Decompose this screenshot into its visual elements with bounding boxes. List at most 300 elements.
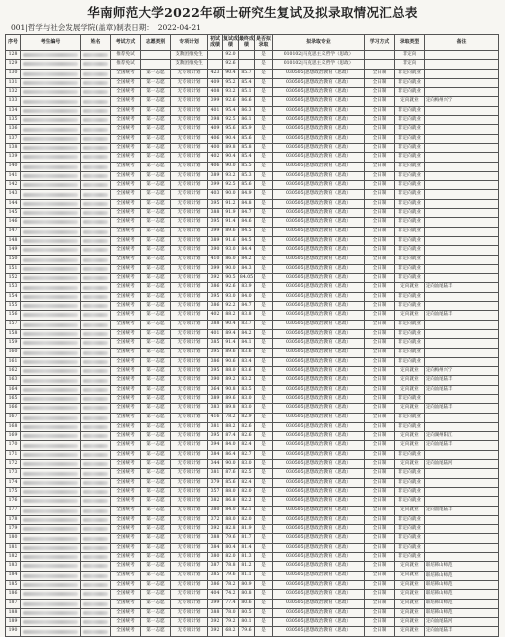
candidate-name-cell xyxy=(81,190,111,199)
redacted-blur xyxy=(83,183,108,187)
redacted-blur xyxy=(23,602,78,606)
exam-mode-cell: 全国统考 xyxy=(111,134,141,143)
admission-type-cell: 定向就业 xyxy=(395,432,425,441)
redacted-blur xyxy=(83,360,108,364)
row-number-cell: 179 xyxy=(6,525,21,534)
admitted-flag-cell: 是 xyxy=(255,116,273,125)
remark-cell: 联培韩山师范 xyxy=(425,580,499,589)
retest-score-cell: 89.8 xyxy=(223,404,239,413)
exam-mode-cell: 全国统考 xyxy=(111,88,141,97)
candidate-name-cell xyxy=(81,143,111,152)
retest-score-cell: 78.8 xyxy=(223,562,239,571)
exam-id-cell xyxy=(21,143,81,152)
table-row xyxy=(6,283,499,292)
final-score-cell: 81.3 xyxy=(239,553,255,562)
redacted-blur xyxy=(23,174,78,178)
special-plan-cell: 无专项计划 xyxy=(171,608,208,617)
table-row xyxy=(6,460,499,469)
exam-mode-cell: 全国统考 xyxy=(111,469,141,478)
row-number-cell: 147 xyxy=(6,227,21,236)
admitted-flag-cell: 是 xyxy=(255,385,273,394)
table-row xyxy=(6,125,499,134)
exam-id-cell xyxy=(21,478,81,487)
initial-score-cell: 388 xyxy=(208,209,223,218)
exam-mode-cell: 全国统考 xyxy=(111,357,141,366)
row-number-cell: 135 xyxy=(6,116,21,125)
admitted-major-cell: 030505|思想政治教育（思政） xyxy=(273,171,365,180)
exam-mode-cell: 全国统考 xyxy=(111,571,141,580)
remark-cell xyxy=(425,69,499,78)
redacted-blur xyxy=(83,592,108,596)
admitted-major-cell: 030505|思想政治教育（思政） xyxy=(273,283,365,292)
study-mode-cell: 全日制 xyxy=(365,78,395,87)
exam-id-cell xyxy=(21,283,81,292)
final-score-cell: 82.0 xyxy=(239,515,255,524)
study-mode-cell: 全日制 xyxy=(365,274,395,283)
admission-type-cell: 非定向就业 xyxy=(395,515,425,524)
candidate-name-cell xyxy=(81,580,111,589)
row-number-cell: 187 xyxy=(6,599,21,608)
candidate-name-cell xyxy=(81,571,111,580)
redacted-blur xyxy=(83,509,108,513)
study-mode-cell: 全日制 xyxy=(365,506,395,515)
remark-cell xyxy=(425,116,499,125)
remark-cell xyxy=(425,125,499,134)
special-plan-cell: 无专项计划 xyxy=(171,283,208,292)
final-score-cell: 84.7 xyxy=(239,302,255,311)
col-header: 姓名 xyxy=(81,35,111,51)
row-number-cell: 152 xyxy=(6,274,21,283)
retest-score-cell: 92.5 xyxy=(223,116,239,125)
admitted-flag-cell: 是 xyxy=(255,218,273,227)
study-mode-cell: 全日制 xyxy=(365,348,395,357)
admitted-major-cell: 030505|思想政治教育（思政） xyxy=(273,599,365,608)
final-score-cell: 85.1 xyxy=(239,88,255,97)
table-row xyxy=(6,274,499,283)
exam-id-cell xyxy=(21,171,81,180)
remark-cell: 联培韩山师范 xyxy=(425,608,499,617)
redacted-blur xyxy=(83,574,108,578)
redacted-blur xyxy=(23,220,78,224)
col-header: 备注 xyxy=(425,35,499,51)
initial-score-cell: 395 xyxy=(208,432,223,441)
table-row xyxy=(6,627,499,636)
remark-cell xyxy=(425,153,499,162)
row-number-cell: 134 xyxy=(6,106,21,115)
exam-id-cell xyxy=(21,227,81,236)
admitted-major-cell: 030505|思想政治教育（思政） xyxy=(273,506,365,515)
table-row xyxy=(6,562,499,571)
final-score-cell: 83.4 xyxy=(239,357,255,366)
table-row xyxy=(6,209,499,218)
row-number-cell: 169 xyxy=(6,432,21,441)
exam-id-cell xyxy=(21,367,81,376)
exam-mode-cell: 全国统考 xyxy=(111,236,141,245)
final-score-cell: 84.4 xyxy=(239,246,255,255)
admission-type-cell: 非定向就业 xyxy=(395,171,425,180)
study-mode-cell: 全日制 xyxy=(365,413,395,422)
col-header: 是否拟录取 xyxy=(255,35,273,51)
redacted-blur xyxy=(23,462,78,466)
retest-score-cell: 79.2 xyxy=(223,618,239,627)
redacted-blur xyxy=(23,360,78,364)
study-mode-cell: 全日制 xyxy=(365,143,395,152)
exam-id-cell xyxy=(21,618,81,627)
date-value: 2022-04-21 xyxy=(157,23,201,32)
preference-cell: 第一志愿 xyxy=(141,367,171,376)
final-score-cell: 83.0 xyxy=(239,460,255,469)
exam-id-cell xyxy=(21,181,81,190)
candidate-name-cell xyxy=(81,599,111,608)
preference-cell: 第一志愿 xyxy=(141,469,171,478)
study-mode-cell: 全日制 xyxy=(365,385,395,394)
redacted-blur xyxy=(83,444,108,448)
exam-mode-cell: 全国统考 xyxy=(111,413,141,422)
admitted-flag-cell: 是 xyxy=(255,525,273,534)
special-plan-cell: 无专项计划 xyxy=(171,515,208,524)
table-row xyxy=(6,394,499,403)
initial-score-cell: 399 xyxy=(208,181,223,190)
retest-score-cell: 80.4 xyxy=(223,543,239,552)
study-mode-cell: 全日制 xyxy=(365,283,395,292)
admitted-flag-cell: 是 xyxy=(255,171,273,180)
row-number-cell: 154 xyxy=(6,292,21,301)
special-plan-cell: 无专项计划 xyxy=(171,571,208,580)
candidate-name-cell xyxy=(81,292,111,301)
admitted-major-cell: 030505|思想政治教育（思政） xyxy=(273,311,365,320)
redacted-blur xyxy=(23,202,78,206)
admitted-flag-cell: 是 xyxy=(255,627,273,636)
exam-id-cell xyxy=(21,450,81,459)
redacted-blur xyxy=(23,313,78,317)
candidate-name-cell xyxy=(81,497,111,506)
table-row xyxy=(6,218,499,227)
redacted-blur xyxy=(23,583,78,587)
table-row xyxy=(6,385,499,394)
final-score-cell: 85.5 xyxy=(239,162,255,171)
study-mode-cell: 全日制 xyxy=(365,69,395,78)
exam-mode-cell: 全国统考 xyxy=(111,580,141,589)
admitted-major-cell: 030505|思想政治教育（思政） xyxy=(273,106,365,115)
exam-mode-cell: 全国统考 xyxy=(111,441,141,450)
admitted-flag-cell: 是 xyxy=(255,78,273,87)
special-plan-cell: 无专项计划 xyxy=(171,422,208,431)
special-plan-cell: 无专项计划 xyxy=(171,469,208,478)
admitted-flag-cell: 是 xyxy=(255,190,273,199)
exam-id-cell xyxy=(21,348,81,357)
preference-cell: 第一志愿 xyxy=(141,599,171,608)
final-score-cell: 84.2 xyxy=(239,329,255,338)
admitted-flag-cell: 是 xyxy=(255,367,273,376)
redacted-blur xyxy=(23,611,78,615)
table-row xyxy=(6,339,499,348)
college-label: 001|哲学与社会发展学院(盖章) xyxy=(11,23,117,32)
admitted-flag-cell: 是 xyxy=(255,311,273,320)
exam-id-cell xyxy=(21,97,81,106)
remark-cell: 定向汕尾陆丰 xyxy=(425,376,499,385)
study-mode-cell: 全日制 xyxy=(365,580,395,589)
exam-id-cell xyxy=(21,469,81,478)
table-row xyxy=(6,320,499,329)
initial-score-cell: 399 xyxy=(208,227,223,236)
study-mode-cell: 全日制 xyxy=(365,264,395,273)
special-plan-cell: 无专项计划 xyxy=(171,525,208,534)
admitted-major-cell: 030505|思想政治教育（思政） xyxy=(273,394,365,403)
special-plan-cell: 无专项计划 xyxy=(171,460,208,469)
redacted-blur xyxy=(23,546,78,550)
redacted-blur xyxy=(23,416,78,420)
remark-cell xyxy=(425,543,499,552)
admission-type-cell: 非定向就业 xyxy=(395,143,425,152)
exam-mode-cell: 全国统考 xyxy=(111,608,141,617)
exam-mode-cell: 全国统考 xyxy=(111,627,141,636)
table-row xyxy=(6,302,499,311)
admission-type-cell: 非定向就业 xyxy=(395,264,425,273)
preference-cell: 第一志愿 xyxy=(141,97,171,106)
initial-score-cell: 389 xyxy=(208,171,223,180)
redacted-blur xyxy=(83,537,108,541)
special-plan-cell: 无专项计划 xyxy=(171,618,208,627)
admission-type-cell: 定向就业 xyxy=(395,376,425,385)
table-row xyxy=(6,171,499,180)
preference-cell: 第一志愿 xyxy=(141,190,171,199)
admitted-major-cell: 030505|思想政治教育（思政） xyxy=(273,571,365,580)
exam-mode-cell: 全国统考 xyxy=(111,515,141,524)
initial-score-cell: 383 xyxy=(208,404,223,413)
initial-score-cell: 399 xyxy=(208,97,223,106)
admission-type-cell: 非定向就业 xyxy=(395,209,425,218)
admitted-major-cell: 030505|思想政治教育（思政） xyxy=(273,125,365,134)
preference-cell: 第一志愿 xyxy=(141,450,171,459)
admitted-flag-cell: 是 xyxy=(255,469,273,478)
final-score-cell: 84.6 xyxy=(239,218,255,227)
retest-score-cell: 91.2 xyxy=(223,199,239,208)
study-mode-cell: 全日制 xyxy=(365,553,395,562)
initial-score-cell: 381 xyxy=(208,422,223,431)
special-plan-cell: 无专项计划 xyxy=(171,199,208,208)
candidate-name-cell xyxy=(81,181,111,190)
initial-score-cell: 409 xyxy=(208,125,223,134)
special-plan-cell: 无专项计划 xyxy=(171,171,208,180)
remark-cell: 联培韩山师范 xyxy=(425,590,499,599)
special-plan-cell: 无专项计划 xyxy=(171,590,208,599)
admitted-major-cell: 030505|思想政治教育（思政） xyxy=(273,469,365,478)
table-row xyxy=(6,450,499,459)
admitted-flag-cell: 是 xyxy=(255,60,273,69)
remark-cell xyxy=(425,190,499,199)
admitted-flag-cell: 是 xyxy=(255,209,273,218)
admission-type-cell: 非定向就业 xyxy=(395,227,425,236)
initial-score-cell: 357 xyxy=(208,487,223,496)
study-mode-cell: 全日制 xyxy=(365,525,395,534)
table-row xyxy=(6,357,499,366)
redacted-blur xyxy=(83,267,108,271)
redacted-blur xyxy=(23,248,78,252)
remark-cell: 定向汕尾陆丰 xyxy=(425,506,499,515)
row-number-cell: 136 xyxy=(6,125,21,134)
row-number-cell: 131 xyxy=(6,78,21,87)
final-score-cell: 84.2 xyxy=(239,255,255,264)
row-number-cell: 180 xyxy=(6,534,21,543)
retest-score-cell: 89.2 xyxy=(223,376,239,385)
study-mode-cell: 全日制 xyxy=(365,460,395,469)
admitted-flag-cell: 是 xyxy=(255,357,273,366)
special-plan-cell: 无专项计划 xyxy=(171,69,208,78)
admission-type-cell: 定向就业 xyxy=(395,599,425,608)
table-row xyxy=(6,106,499,115)
redacted-blur xyxy=(23,183,78,187)
exam-mode-cell: 全国统考 xyxy=(111,292,141,301)
preference-cell: 第一志愿 xyxy=(141,497,171,506)
exam-id-cell xyxy=(21,487,81,496)
initial-score-cell: 392 xyxy=(208,627,223,636)
redacted-blur xyxy=(83,499,108,503)
study-mode-cell xyxy=(365,60,395,69)
col-header: 复试成绩 xyxy=(223,35,239,51)
initial-score-cell: 402 xyxy=(208,153,223,162)
redacted-blur xyxy=(83,481,108,485)
row-number-cell: 190 xyxy=(6,627,21,636)
retest-score-cell: 89.8 xyxy=(223,143,239,152)
col-header: 志愿类别 xyxy=(141,35,171,51)
initial-score-cell: 395 xyxy=(208,218,223,227)
retest-score-cell: 90.4 xyxy=(223,134,239,143)
admitted-flag-cell: 是 xyxy=(255,69,273,78)
retest-score-cell: 77.4 xyxy=(223,599,239,608)
admitted-major-cell: 030505|思想政治教育（思政） xyxy=(273,302,365,311)
initial-score-cell: 389 xyxy=(208,236,223,245)
table-row xyxy=(6,51,499,60)
retest-score-cell: 92.2 xyxy=(223,302,239,311)
candidate-name-cell xyxy=(81,274,111,283)
special-plan-cell: 无专项计划 xyxy=(171,432,208,441)
study-mode-cell: 全日制 xyxy=(365,590,395,599)
candidate-name-cell xyxy=(81,106,111,115)
final-score-cell: 84.05 xyxy=(239,274,255,283)
remark-cell xyxy=(425,218,499,227)
row-number-cell: 181 xyxy=(6,543,21,552)
redacted-blur xyxy=(23,434,78,438)
initial-score-cell: 401 xyxy=(208,329,223,338)
col-header: 录取类型 xyxy=(395,35,425,51)
special-plan-cell: 支教团推免生 xyxy=(171,51,208,60)
row-number-cell: 182 xyxy=(6,553,21,562)
admission-type-cell: 非定向就业 xyxy=(395,320,425,329)
redacted-blur xyxy=(23,211,78,215)
study-mode-cell: 全日制 xyxy=(365,608,395,617)
special-plan-cell: 无专项计划 xyxy=(171,181,208,190)
col-header: 初试成绩 xyxy=(208,35,223,51)
redacted-blur xyxy=(83,555,108,559)
admission-type-cell: 定向就业 xyxy=(395,627,425,636)
initial-score-cell: 394 xyxy=(208,441,223,450)
table-row xyxy=(6,311,499,320)
admitted-flag-cell: 是 xyxy=(255,460,273,469)
table-row xyxy=(6,580,499,589)
table-row xyxy=(6,88,499,97)
row-number-cell: 173 xyxy=(6,469,21,478)
study-mode-cell: 全日制 xyxy=(365,534,395,543)
row-number-cell: 188 xyxy=(6,608,21,617)
admission-type-cell: 定向就业 xyxy=(395,385,425,394)
redacted-blur xyxy=(83,109,108,113)
redacted-blur xyxy=(23,574,78,578)
final-score-cell: 81.1 xyxy=(239,571,255,580)
special-plan-cell: 无专项计划 xyxy=(171,264,208,273)
preference-cell: 第一志愿 xyxy=(141,627,171,636)
admission-type-cell: 定向就业 xyxy=(395,618,425,627)
final-score-cell: 81.9 xyxy=(239,525,255,534)
special-plan-cell: 无专项计划 xyxy=(171,88,208,97)
table-row xyxy=(6,525,499,534)
redacted-blur xyxy=(83,239,108,243)
redacted-blur xyxy=(23,425,78,429)
remark-cell xyxy=(425,181,499,190)
preference-cell: 第一志愿 xyxy=(141,274,171,283)
exam-id-cell xyxy=(21,385,81,394)
redacted-blur xyxy=(23,146,78,150)
redacted-blur xyxy=(23,72,78,76)
redacted-blur xyxy=(83,295,108,299)
admitted-flag-cell: 是 xyxy=(255,106,273,115)
preference-cell: 第一志愿 xyxy=(141,246,171,255)
exam-mode-cell: 全国统考 xyxy=(111,534,141,543)
table-row xyxy=(6,69,499,78)
special-plan-cell: 无专项计划 xyxy=(171,627,208,636)
admitted-major-cell: 030505|思想政治教育（思政） xyxy=(273,236,365,245)
special-plan-cell: 无专项计划 xyxy=(171,236,208,245)
exam-mode-cell: 推荐免试 xyxy=(111,51,141,60)
redacted-blur xyxy=(83,416,108,420)
remark-cell xyxy=(425,515,499,524)
admission-type-cell: 非定向就业 xyxy=(395,329,425,338)
study-mode-cell: 全日制 xyxy=(365,134,395,143)
admitted-flag-cell: 是 xyxy=(255,404,273,413)
retest-score-cell: 92.0 xyxy=(223,51,239,60)
admitted-flag-cell: 是 xyxy=(255,246,273,255)
exam-mode-cell: 全国统考 xyxy=(111,432,141,441)
preference-cell: 第一志愿 xyxy=(141,580,171,589)
special-plan-cell: 支教团推免生 xyxy=(171,60,208,69)
redacted-blur xyxy=(23,472,78,476)
final-score-cell: 80.6 xyxy=(239,599,255,608)
final-score-cell: 84.9 xyxy=(239,190,255,199)
admission-type-cell: 非定向就业 xyxy=(395,302,425,311)
exam-mode-cell: 全国统考 xyxy=(111,227,141,236)
study-mode-cell: 全日制 xyxy=(365,627,395,636)
redacted-blur xyxy=(23,62,78,66)
candidate-name-cell xyxy=(81,441,111,450)
retest-score-cell: 88.2 xyxy=(223,422,239,431)
row-number-cell: 142 xyxy=(6,181,21,190)
row-number-cell: 166 xyxy=(6,404,21,413)
row-number-cell: 145 xyxy=(6,209,21,218)
study-mode-cell: 全日制 xyxy=(365,478,395,487)
candidate-name-cell xyxy=(81,357,111,366)
redacted-blur xyxy=(83,462,108,466)
retest-score-cell: 93.0 xyxy=(223,292,239,301)
redacted-blur xyxy=(83,90,108,94)
admitted-flag-cell: 是 xyxy=(255,534,273,543)
exam-id-cell xyxy=(21,413,81,422)
retest-score-cell: 89.6 xyxy=(223,348,239,357)
admission-type-cell: 非定向就业 xyxy=(395,450,425,459)
initial-score-cell: 380 xyxy=(208,506,223,515)
admission-type-cell: 非定向就业 xyxy=(395,339,425,348)
candidate-name-cell xyxy=(81,385,111,394)
row-number-cell: 183 xyxy=(6,562,21,571)
redacted-blur xyxy=(83,406,108,410)
